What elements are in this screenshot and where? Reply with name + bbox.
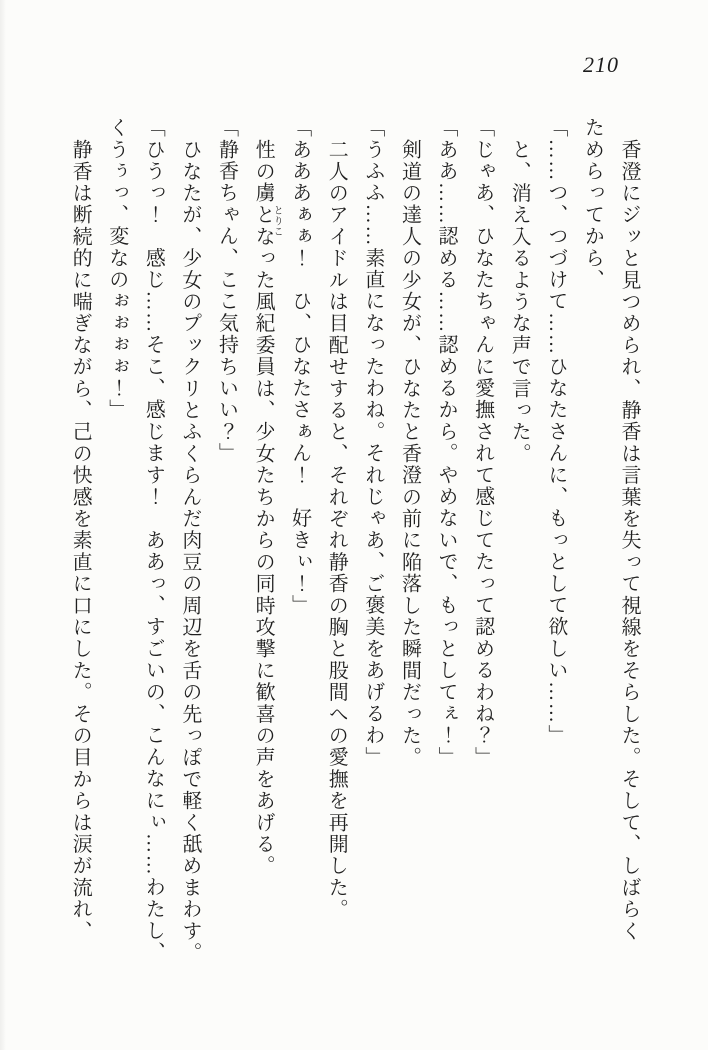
text-column	[501, 117, 538, 987]
ruby-base: 虜 とりこ	[252, 182, 283, 237]
text-run: 性の	[252, 138, 275, 183]
text-run: 二人のアイドルは目配せすると、それぞれ静香の胸と股間への愛撫を再開した。	[325, 138, 348, 920]
text-run: 香澄にジッと見つめられ、静香は言葉を失って視線をそらした。そして、しばらく	[618, 138, 640, 942]
text-run: 「静香ちゃん、ここ気持ちいい？」	[215, 117, 238, 465]
text-run: 剣道の達人の少女が、ひなたと香澄の前に陥落した瞬間だった。	[398, 138, 421, 768]
text-run: 「あああぁぁ！ ひ、ひなたさぁん！ 好きぃ！」	[288, 117, 311, 617]
ruby-annotation: とりこ	[271, 204, 283, 237]
text-run: 「うふふ……素直になったわね。それじゃあ、ご褒美をあげるわ」	[361, 117, 384, 768]
text-run: 「じゃあ、ひなたちゃんに愛撫されて感じてたって認めるわね？」	[471, 117, 494, 768]
text-run: 「ひうっ！ 感じ……そこ、感じます！ ああっ、すごいの、こんなにぃ……わたし、	[142, 117, 165, 964]
text-column	[354, 117, 391, 987]
text-run: となった風紀委員は、少女たちからの同時攻撃に歓喜の声をあげる。	[252, 203, 275, 877]
text-column	[427, 117, 464, 987]
text-run: 「……つ、つづけて……ひなたさんに、もっとして欲しい……」	[544, 117, 567, 747]
text-column	[135, 117, 172, 987]
scan-artifact	[0, 0, 6, 1050]
text-run: と、消え入るような声で言った。	[508, 138, 531, 465]
text-column	[98, 117, 135, 987]
text-column	[62, 117, 99, 987]
text-run: 「ああ……認める……認めるから。やめないで、もっとしてぇ！」	[435, 117, 458, 768]
text-column	[244, 117, 281, 987]
text-column	[208, 117, 245, 987]
text-column	[318, 117, 355, 987]
text-column	[574, 117, 611, 987]
text-column	[281, 117, 318, 987]
text-run: ひなたが、少女のプックリとふくらんだ肉豆の周辺を舌の先っぽで軽く舐めまわす。	[178, 138, 201, 964]
text-columns	[62, 117, 648, 987]
text-run: くうぅっ、変なのぉぉぉぉ！」	[105, 117, 128, 421]
page-number: 210	[583, 52, 619, 77]
text-column	[171, 117, 208, 987]
text-column	[537, 117, 574, 987]
text-column	[391, 117, 428, 987]
text-run: 静香は断続的に喘ぎながら、己の快感を素直に口にした。その目からは涙が流れ、	[69, 138, 92, 942]
text-column	[610, 117, 647, 987]
text-column	[464, 117, 501, 987]
text-run: ためらってから、	[581, 117, 604, 291]
